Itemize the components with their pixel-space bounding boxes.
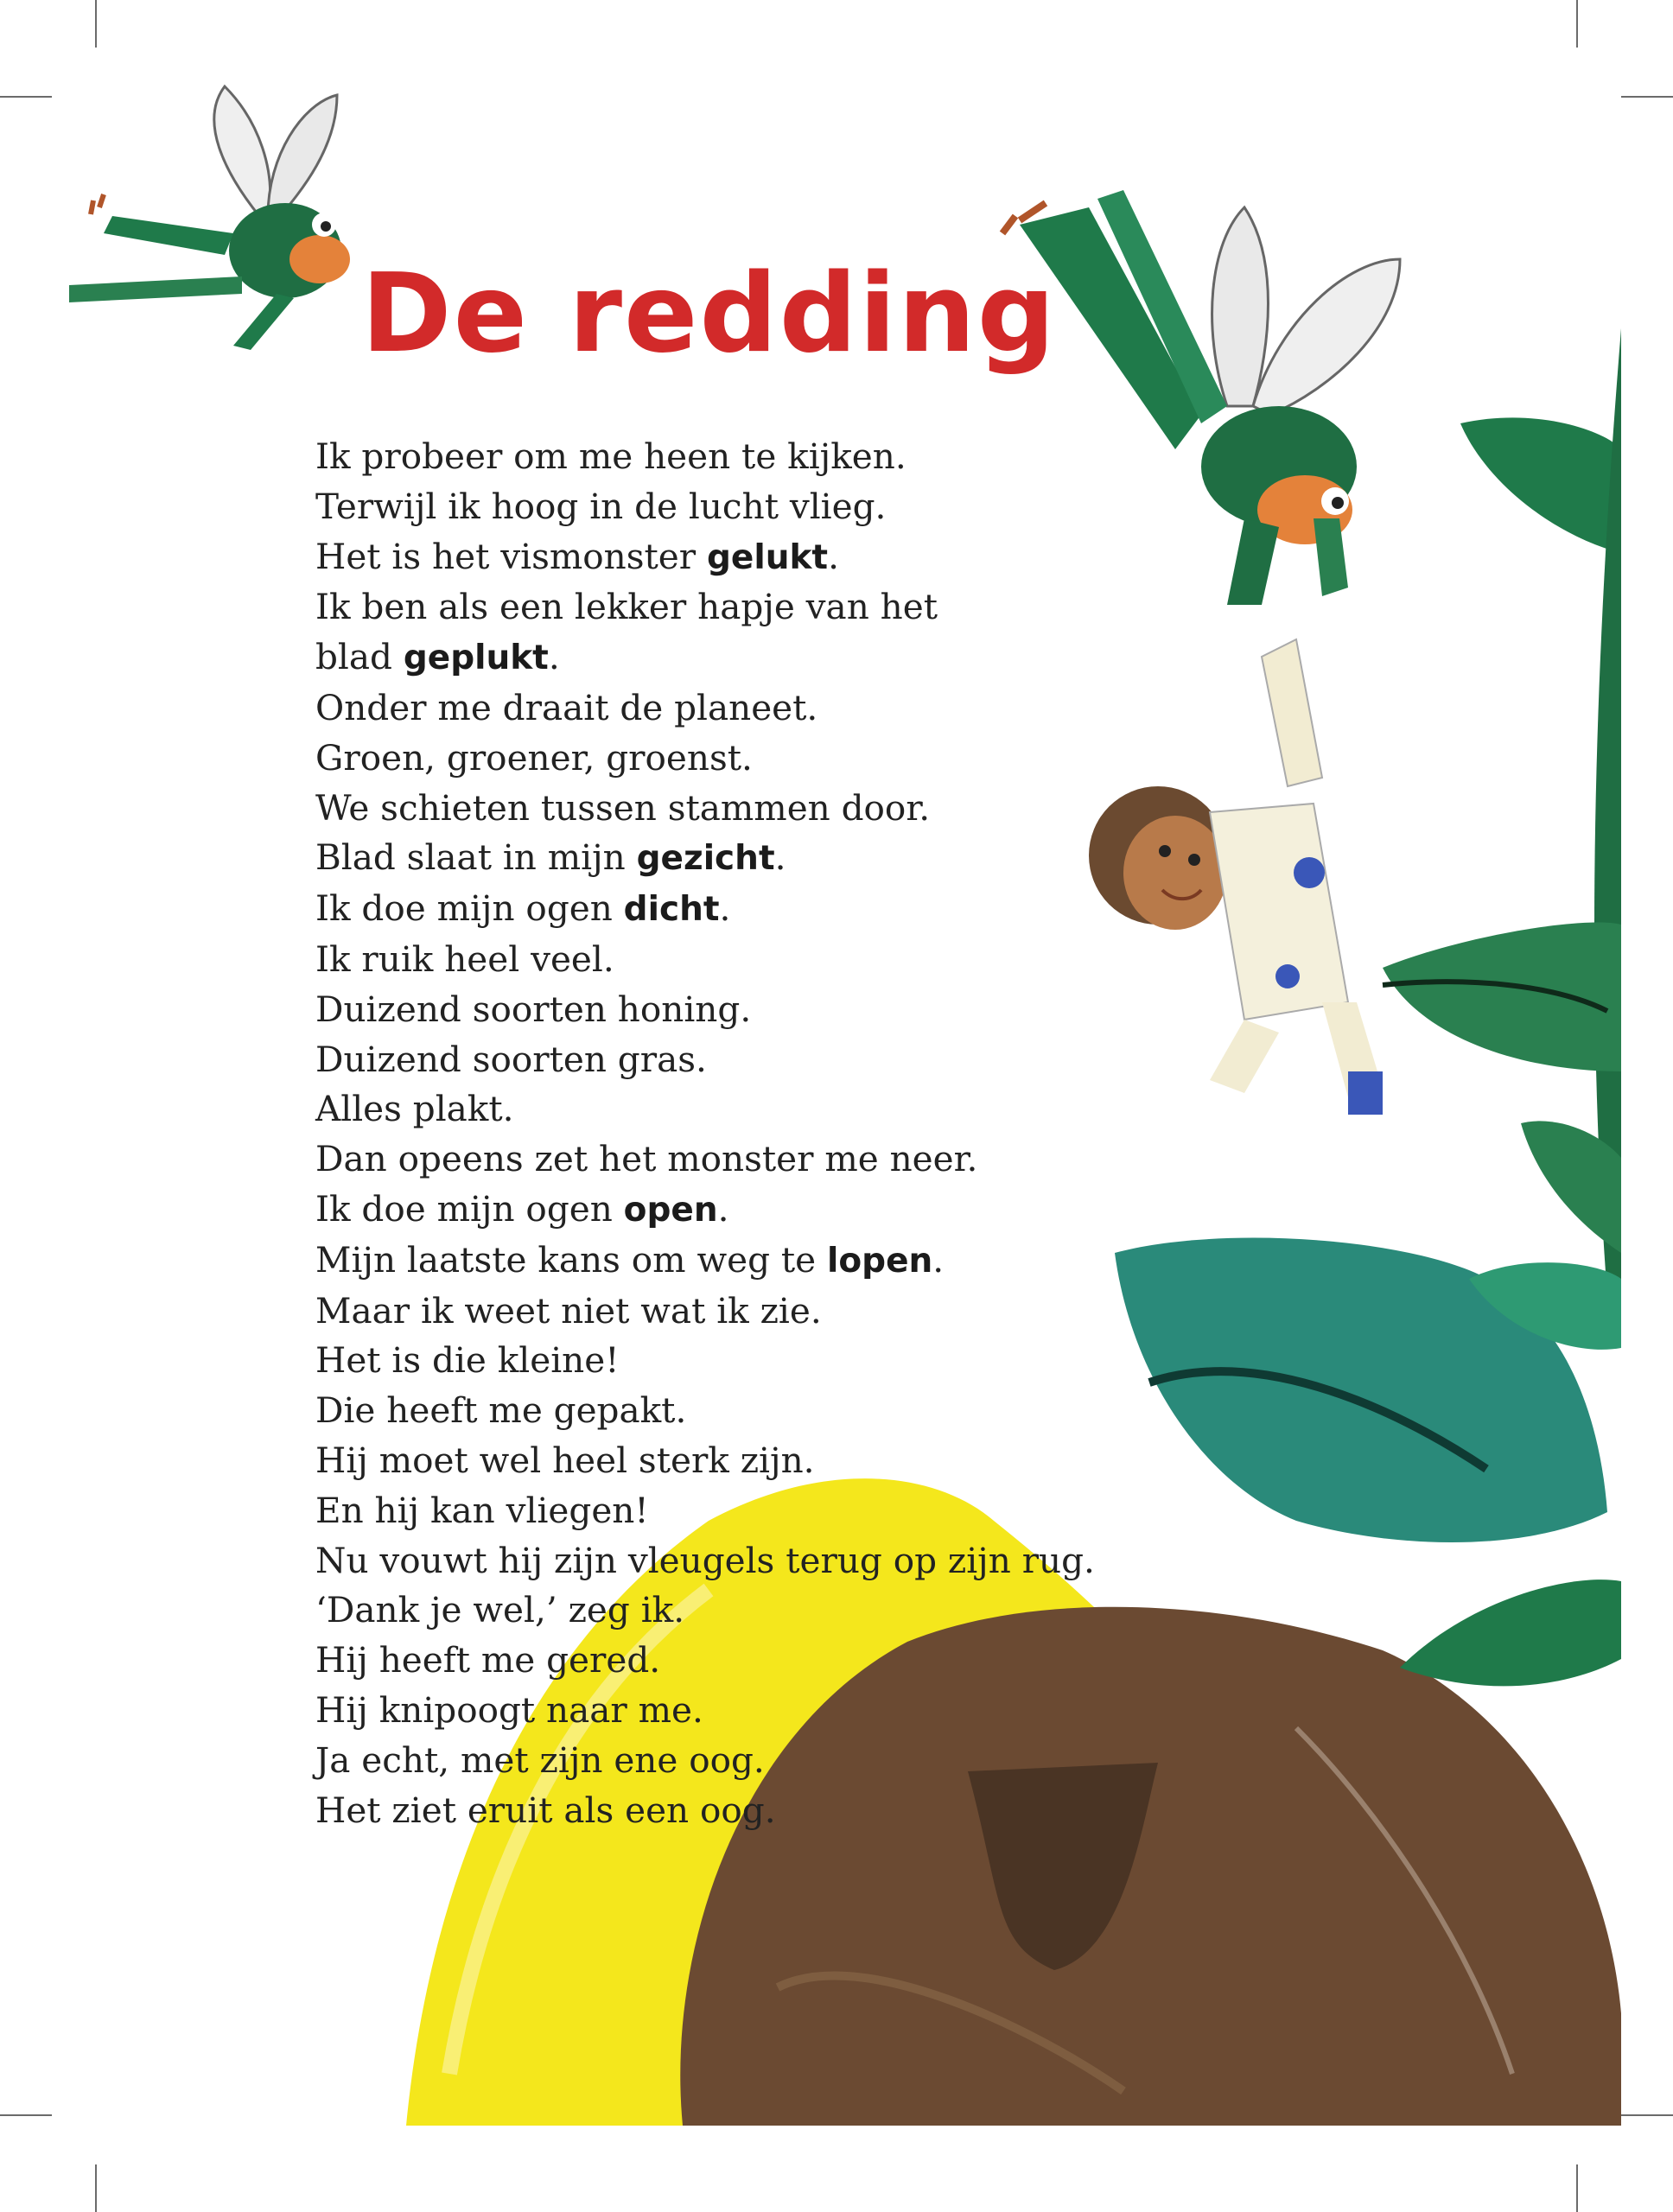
- poem-line: We schieten tussen stammen door.: [315, 786, 931, 829]
- poem-line: Duizend soorten gras.: [315, 1038, 707, 1080]
- poem: [315, 432, 1180, 1835]
- poem-line: ‘Dank je wel,’ zeg ik.: [315, 1589, 685, 1631]
- poem-line: Ik doe mijn ogen open.: [315, 1187, 729, 1230]
- poem-line: Het is die kleine!: [315, 1339, 620, 1382]
- poem-line: Ik ruik heel veel.: [315, 938, 614, 980]
- poem-line: Hij knipoogt naar me.: [315, 1688, 703, 1731]
- poem-line: Die heeft me gepakt.: [315, 1389, 687, 1432]
- poem-line: Terwijl ik hoog in de lucht vlieg.: [315, 485, 887, 527]
- poem-line: Dan opeens zet het monster me neer.: [315, 1138, 978, 1180]
- poem-line: blad geplukt.: [315, 636, 560, 678]
- poem-line: Ik probeer om me heen te kijken.: [315, 435, 906, 477]
- keyword: dicht: [623, 890, 720, 930]
- keyword: lopen: [827, 1241, 933, 1281]
- poem-line: Nu vouwt hij zijn vleugels terug op zijn rug.: [315, 1539, 1095, 1581]
- poem-line: Ik ben als een lekker hapje van het: [315, 586, 938, 628]
- poem-line: Onder me draait de planeet.: [315, 686, 818, 728]
- poem-line: Hij moet wel heel sterk zijn.: [315, 1439, 815, 1481]
- poem-line: Duizend soorten honing.: [315, 988, 752, 1030]
- poem-line: Het ziet eruit als een oog.: [315, 1789, 776, 1831]
- keyword: geplukt: [403, 639, 549, 678]
- poem-line: Blad slaat in mijn gezicht.: [315, 836, 786, 879]
- poem-line: Maar ik weet niet wat ik zie.: [315, 1289, 822, 1332]
- keyword: open: [623, 1190, 718, 1230]
- page-title: De redding: [361, 250, 1057, 377]
- poem-line: Alles plakt.: [315, 1088, 514, 1130]
- flying-creature-small: [69, 86, 350, 350]
- poem-line: Groen, groener, groenst.: [315, 736, 753, 779]
- keyword: gezicht: [636, 839, 775, 879]
- poem-line: Mijn laatste kans om weg te lopen.: [315, 1238, 945, 1281]
- poem-line: Het is het vismonster gelukt.: [315, 535, 839, 577]
- green-leaves: [1460, 417, 1621, 553]
- poem-line: Hij heeft me gered.: [315, 1639, 661, 1681]
- poem-line: Ik doe mijn ogen dicht.: [315, 887, 731, 930]
- poem-line: En hij kan vliegen!: [315, 1489, 649, 1531]
- keyword: gelukt: [707, 537, 829, 577]
- poem-line: Ja echt, met zijn ene oog.: [315, 1738, 765, 1781]
